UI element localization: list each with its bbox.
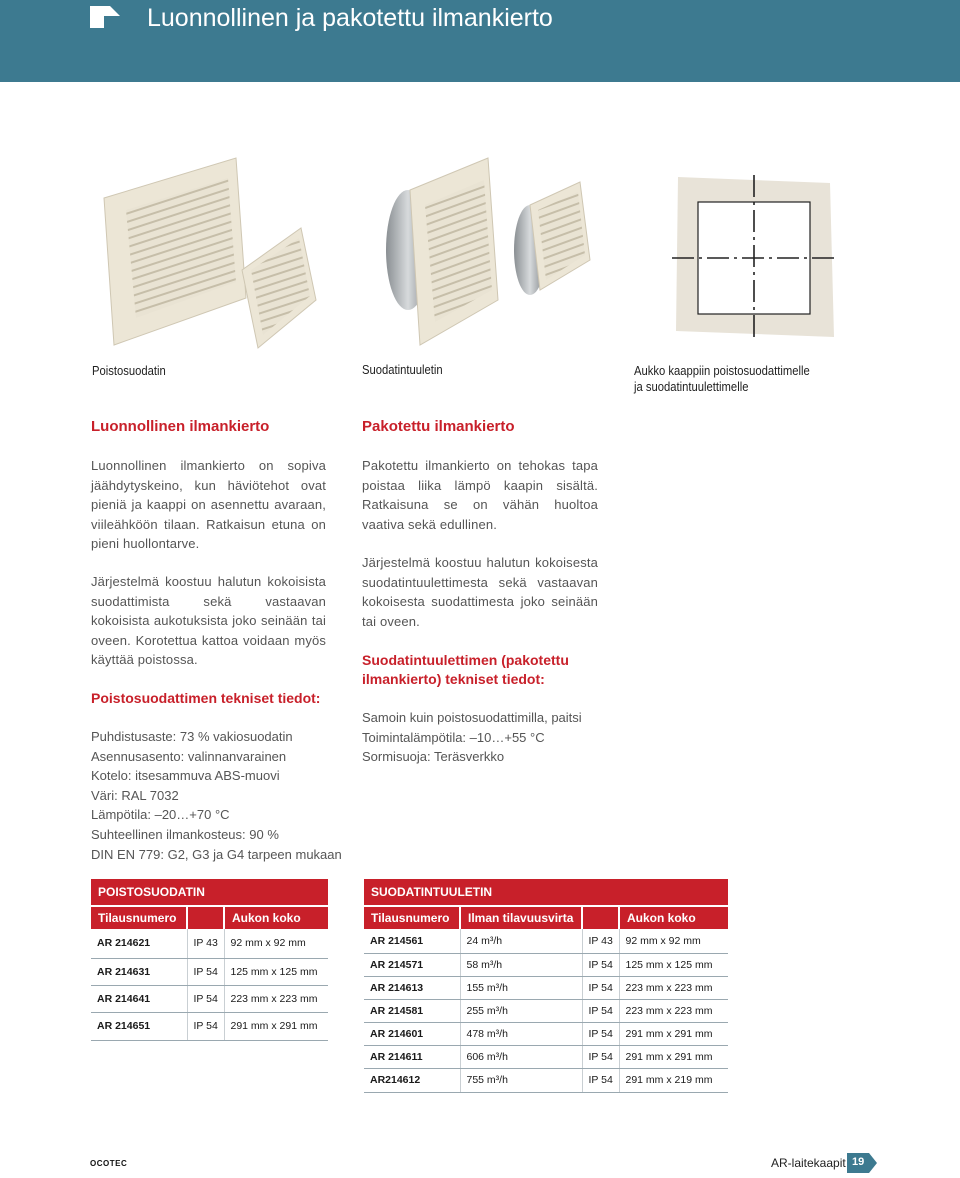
ip-class: IP 54 [582, 1068, 619, 1092]
order-number: AR 214641 [91, 985, 187, 1012]
spec-line: Lämpötila: –20…+70 °C [91, 807, 230, 823]
spec-line: DIN EN 779: G2, G3 ja G4 tarpeen mukaan [91, 846, 342, 862]
folded-corner-icon [90, 4, 122, 30]
column-header: Aukon koko [224, 906, 328, 929]
ip-class: IP 54 [187, 958, 224, 985]
airflow: 24 m³/h [460, 929, 582, 953]
order-number: AR 214601 [364, 1022, 460, 1045]
ip-class: IP 54 [187, 1012, 224, 1040]
order-number: AR214612 [364, 1068, 460, 1092]
filter-fan-table [364, 879, 728, 1093]
filter-fan-specs [362, 708, 582, 767]
caption-filter-fan: Suodatintuuletin [362, 363, 443, 377]
filter-fan-image [380, 150, 600, 350]
table-row [364, 1022, 728, 1045]
caption-exhaust-filter: Poistosuodatin [92, 364, 166, 378]
opening-size: 291 mm x 219 mm [619, 1068, 728, 1092]
section-name: AR-laitekaapit [771, 1156, 846, 1170]
ip-class: IP 54 [187, 985, 224, 1012]
order-number: AR 214621 [91, 929, 187, 958]
ip-class: IP 54 [582, 999, 619, 1022]
spec-line: Väri: RAL 7032 [91, 787, 179, 803]
forced-circulation-heading: Pakotettu ilmankierto [362, 418, 515, 435]
ip-class: IP 43 [187, 929, 224, 958]
opening-size: 223 mm x 223 mm [224, 985, 328, 1012]
opening-size: 291 mm x 291 mm [224, 1012, 328, 1040]
natural-circulation-heading: Luonnollinen ilmankierto [91, 418, 270, 435]
opening-size: 125 mm x 125 mm [619, 953, 728, 976]
airflow: 755 m³/h [460, 1068, 582, 1092]
opening-size: 291 mm x 291 mm [619, 1022, 728, 1045]
order-number: AR 214611 [364, 1045, 460, 1068]
airflow: 58 m³/h [460, 953, 582, 976]
order-number: AR 214631 [91, 958, 187, 985]
forced-circulation-paragraph-1: Pakotettu ilmankierto on tehokas tapa poistaa liika lämpö kaapin sisältä. Ratkaisuna se on vähän huoltoa vaativa sekä edullinen. [362, 458, 598, 532]
airflow: 155 m³/h [460, 976, 582, 999]
order-number: AR 214651 [91, 1012, 187, 1040]
column-header [582, 906, 619, 929]
opening-size: 125 mm x 125 mm [224, 958, 328, 985]
ip-class: IP 54 [582, 1022, 619, 1045]
page-title: Luonnollinen ja pakotettu ilmankierto [147, 4, 553, 32]
filter-fan-specs-heading-line1: Suodatintuulettimen (pakotettu [362, 652, 569, 668]
opening-size: 291 mm x 291 mm [619, 1045, 728, 1068]
table-row [364, 953, 728, 976]
spec-line: Toimintalämpötila: –10…+55 °C [362, 729, 545, 745]
table-row [364, 976, 728, 999]
spec-line: Suhteellinen ilmankosteus: 90 % [91, 826, 279, 842]
ip-class: IP 43 [582, 929, 619, 953]
spec-line: Samoin kuin poistosuodattimilla, paitsi [362, 710, 582, 725]
exhaust-filter-table [91, 879, 328, 1041]
spec-line: Kotelo: itsesammuva ABS-muovi [91, 768, 280, 784]
cutout-diagram-image [672, 175, 837, 340]
caption-cutout-line1: Aukko kaappiin poistosuodattimelle [634, 364, 810, 378]
table-row [91, 985, 328, 1012]
table-row [364, 999, 728, 1022]
exhaust-filter-image [96, 150, 326, 350]
spec-line: Puhdistusaste: 73 % vakiosuodatin [91, 729, 293, 744]
ip-class: IP 54 [582, 1045, 619, 1068]
spec-line: Sormisuoja: Teräsverkko [362, 749, 505, 765]
caption-cutout-line2: ja suodatintuulettimelle [634, 380, 749, 394]
filter-fan-specs-heading-line2: ilmankierto) tekniset tiedot: [362, 671, 545, 687]
column-header [187, 906, 224, 929]
airflow: 255 m³/h [460, 999, 582, 1022]
airflow: 606 m³/h [460, 1045, 582, 1068]
airflow: 478 m³/h [460, 1022, 582, 1045]
table-caption: SUODATINTUULETIN [364, 879, 728, 906]
opening-size: 223 mm x 223 mm [619, 976, 728, 999]
opening-size: 92 mm x 92 mm [224, 929, 328, 958]
table-row [91, 1012, 328, 1040]
order-number: AR 214561 [364, 929, 460, 953]
exhaust-filter-specs [91, 727, 342, 864]
opening-size: 92 mm x 92 mm [619, 929, 728, 953]
table-row [91, 958, 328, 985]
opening-size: 223 mm x 223 mm [619, 999, 728, 1022]
table-caption: POISTOSUODATIN [91, 879, 328, 906]
order-number: AR 214613 [364, 976, 460, 999]
page-header [0, 0, 960, 82]
forced-circulation-paragraph-2: Järjestelmä koostuu halutun kokoisesta suodatintuulettimesta sekä vastaavan kokoisesta suodattimesta joko seinään tai oveen. [362, 555, 598, 629]
page-number: 19 [852, 1156, 865, 1168]
ip-class: IP 54 [582, 976, 619, 999]
table-row [364, 929, 728, 953]
table-row [364, 1068, 728, 1092]
order-number: AR 214581 [364, 999, 460, 1022]
table-row [364, 1045, 728, 1068]
table-row [91, 929, 328, 958]
order-number: AR 214571 [364, 953, 460, 976]
exhaust-filter-specs-heading: Poistosuodattimen tekniset tiedot: [91, 690, 321, 706]
column-header: Ilman tilavuusvirta [460, 906, 582, 929]
column-header: Tilausnumero [364, 906, 460, 929]
brand-logo: OCOTEC [90, 1159, 128, 1168]
natural-circulation-paragraph-2: Järjestelmä koostuu halutun kokoisista suodattimista sekä vastaavan kokoisista aukotuksista joko seinään tai oveen. Korotettua kattoa voidaan myös käyttää poistossa. [91, 574, 326, 668]
column-header: Tilausnumero [91, 906, 187, 929]
column-header: Aukon koko [619, 906, 728, 929]
ip-class: IP 54 [582, 953, 619, 976]
natural-circulation-paragraph-1: Luonnollinen ilmankierto on sopiva jäähdytyskeino, kun häviötehot ovat pieniä ja kaappi on asennettu avaraan, viileähköön tilaan. Ratkaisun etuna on pieni huollontarve. [91, 458, 326, 552]
spec-line: Asennusasento: valinnanvarainen [91, 748, 287, 764]
